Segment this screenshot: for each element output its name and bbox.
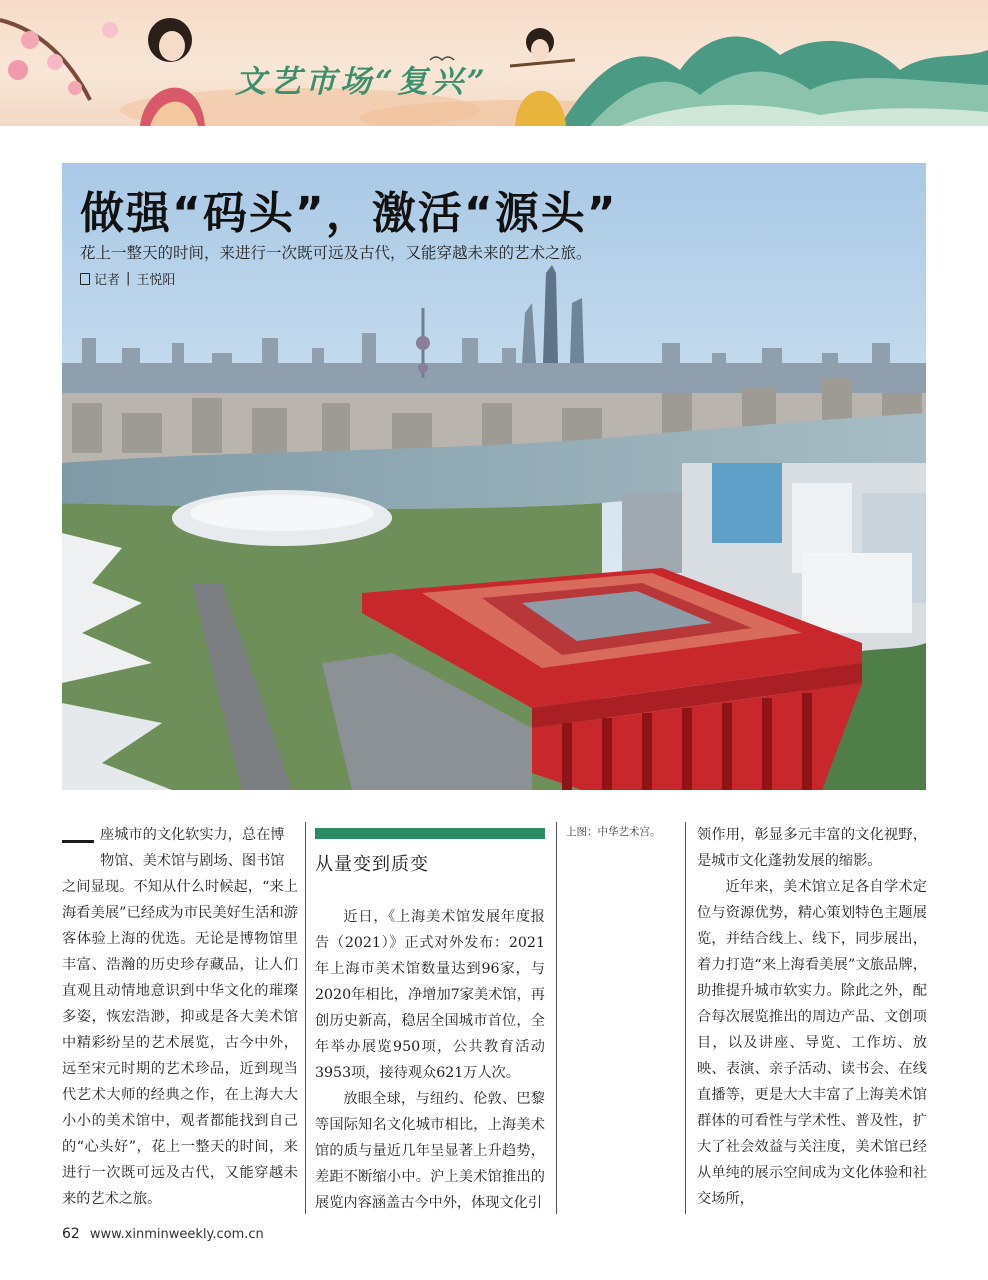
column-1-paragraph <box>62 822 298 1212</box>
byline-separator: | <box>126 271 131 286</box>
column-divider <box>556 822 557 1214</box>
column-divider <box>305 822 306 1214</box>
section-title: 文艺市场“复兴” <box>235 64 489 100</box>
author-name: 王悦阳 <box>136 273 176 288</box>
column-3-paragraph-1: 领作用，彰显多元丰富的文化视野，是城市文化蓬勃发展的缩影。 <box>697 827 927 869</box>
byline-label: 记者 <box>94 273 121 288</box>
hero-photo <box>62 163 926 790</box>
page-number: 62 <box>62 1226 80 1242</box>
column-3 <box>697 822 927 1212</box>
column-3-paragraph-2: 近年来，美术馆立足各自学术定位与资源优势，精心策划特色主题展览，并结合线上、线下，同步展出，着力打造“来上海看美展”文旅品牌，助推提升城市软实力。除此之外，配合每次展览推出的周边产品、文创项目，以及讲座、导览、工作坊、放映、表演、亲子活动、读书会、在线直播等，更是大大丰富了上海美术馆群体的可看性与学术性、普及性，扩大了社会效益与关注度，美术馆已经从单纯的展示空间成为文化体验和社交场所， <box>697 879 927 1207</box>
column-2-body <box>315 904 545 1216</box>
article-deck: 花上一整天的时间，来进行一次既可远及古代，又能穿越未来的艺术之旅。 <box>80 244 592 262</box>
subhead-accent-bar <box>315 828 545 839</box>
column-2-paragraph-2: 放眼全球，与纽约、伦敦、巴黎等国际知名文化城市相比，上海美术馆的质与量近几年呈显著上升趋势，差距不断缩小中。沪上美术馆推出的展览内容涵盖古今中外，体现文化引 <box>315 1091 545 1211</box>
photo-caption: 上图：中华艺术宫。 <box>566 826 661 838</box>
section-banner <box>0 0 988 126</box>
lead-line-1: 座城市的文化软实力，总在博 <box>100 827 285 843</box>
column-divider <box>685 822 686 1214</box>
site-url[interactable]: www.xinminweekly.com.cn <box>89 1227 264 1242</box>
byline <box>80 269 175 288</box>
page-footer <box>62 1226 264 1242</box>
banner-illustration <box>0 0 988 126</box>
column-2-paragraph-1: 近日，《上海美术馆发展年度报告（2021）》正式对外发布：2021年上海市美术馆数量达到96家，与2020年相比，净增加7家美术馆，再创历史新高，稳居全国城市首位，全年举办展览950项，公共教育活动3953项，接待观众621万人次。 <box>315 909 545 1081</box>
document-icon <box>80 273 90 285</box>
subhead: 从量变到质变 <box>315 854 429 875</box>
lead-line-2: 物馆、美术馆与剧场、图书馆 <box>100 853 285 869</box>
column-1 <box>62 822 298 1212</box>
article-headline: 做强“码头”，激活“源头” <box>80 188 618 239</box>
column-1-text: 之间显现。不知从什么时候起，“来上海看美展”已经成为市民美好生活和游客体验上海的优选。无论是博物馆里丰富、浩瀚的历史珍存藏品，让人们直观且动情地意识到中华文化的璀璨多姿，恢宏浩渺，抑或是各大美术馆中精彩纷呈的艺术展览，古今中外，远至宋元时期的艺术珍品，近到现当代艺术大师的经典之作，在上海大大小小的美术馆中，观者都能找到自己的“心头好”，花上一整天的时间，来进行一次既可远及古代，又能穿越未来的艺术之旅。 <box>62 879 298 1207</box>
